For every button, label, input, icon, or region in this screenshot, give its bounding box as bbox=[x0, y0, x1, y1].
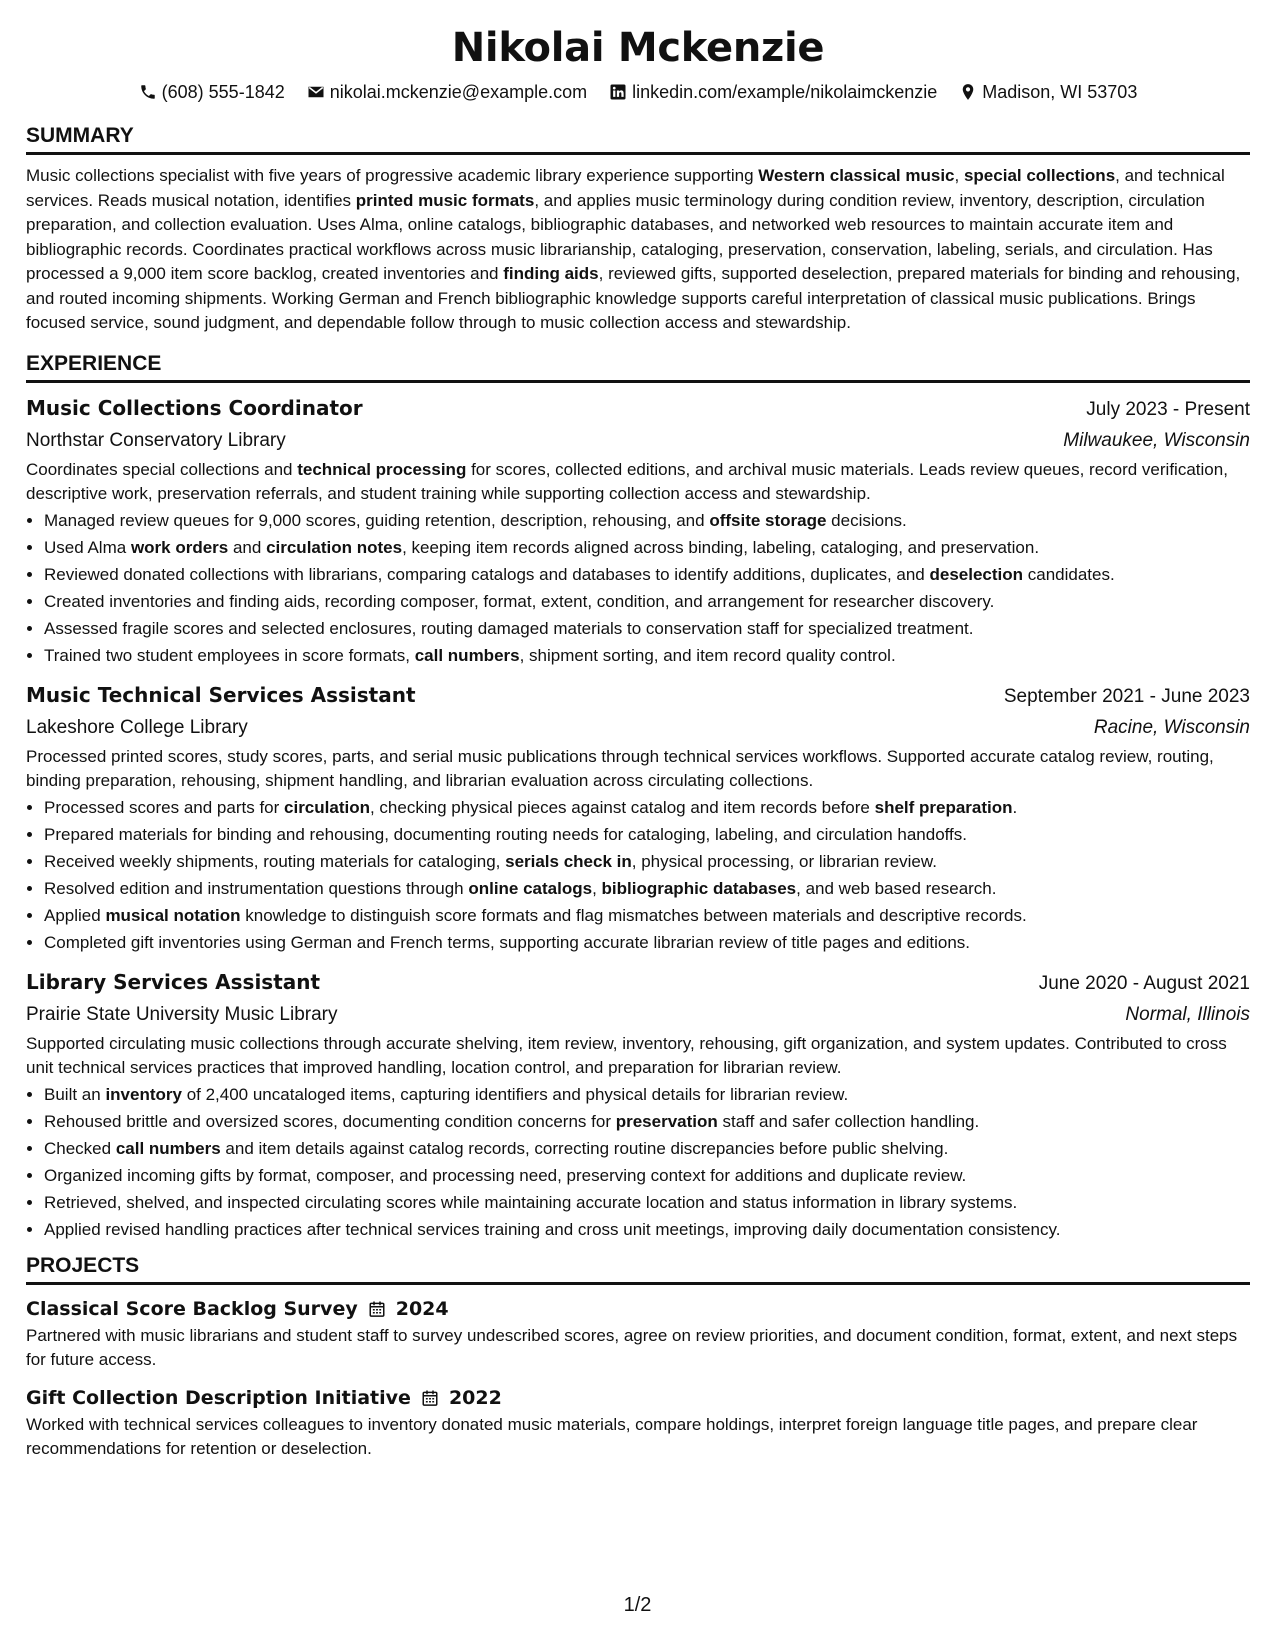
contact-phone[interactable] bbox=[139, 80, 285, 104]
job-organization: Lakeshore College Library bbox=[26, 716, 248, 738]
linkedin-icon bbox=[609, 83, 627, 101]
contact-email[interactable] bbox=[307, 80, 587, 104]
job-bullet: • Organized incoming gifts by format, composer, and processing need, preserving context for additions and duplicate review. bbox=[44, 1162, 1250, 1189]
job-title: Music Collections Coordinator bbox=[26, 395, 363, 420]
contact-location bbox=[959, 80, 1137, 104]
project-year: 2024 bbox=[395, 1297, 449, 1320]
job-bullet: • Prepared materials for binding and rehousing, documenting routing needs for cataloging, labeling, and circulation handoffs. bbox=[44, 821, 1250, 848]
job-bullet: • Retrieved, shelved, and inspected circulating scores while maintaining accurate location and status information in library systems. bbox=[44, 1189, 1250, 1216]
job-bullet: • Processed scores and parts for circulation, checking physical pieces against catalog and item records before shelf preparation. bbox=[44, 794, 1250, 821]
job-entry bbox=[26, 392, 1250, 669]
job-bullet: • Applied musical notation knowledge to distinguish score formats and flag mismatches between materials and descriptive records. bbox=[44, 902, 1250, 929]
project-description: Partnered with music librarians and student staff to survey undescribed scores, agree on review priorities, and document condition, format, extent, and next steps for future access. bbox=[26, 1325, 1238, 1369]
job-bullet: • Managed review queues for 9,000 scores, guiding retention, description, rehousing, and offsite storage decisions. bbox=[44, 507, 1250, 534]
job-bullets bbox=[26, 1081, 1250, 1243]
job-bullet: • Checked call numbers and item details against catalog records, correcting routine discrepancies before public shelving. bbox=[44, 1135, 1250, 1162]
experience-section bbox=[26, 351, 1250, 1243]
project-title: Classical Score Backlog Survey bbox=[26, 1297, 358, 1320]
job-bullet: • Used Alma work orders and circulation notes, keeping item records aligned across binding, labeling, cataloging, and preservation. bbox=[44, 534, 1250, 561]
summary-section bbox=[26, 123, 1250, 336]
job-bullet: • Rehoused brittle and oversized scores, documenting condition concerns for preservation staff and safer collection handling. bbox=[44, 1108, 1250, 1135]
calendar-icon bbox=[421, 1389, 439, 1407]
job-organization: Prairie State University Music Library bbox=[26, 1003, 338, 1025]
job-dates: September 2021 - June 2023 bbox=[1003, 685, 1250, 707]
job-bullet: • Built an inventory of 2,400 uncataloged items, capturing identifiers and physical details for librarian review. bbox=[44, 1081, 1250, 1108]
contact-phone-text: (608) 555-1842 bbox=[161, 82, 285, 102]
project-title: Gift Collection Description Initiative bbox=[26, 1386, 411, 1409]
page-number: 1/2 bbox=[623, 1594, 652, 1616]
job-entry bbox=[26, 679, 1250, 956]
projects-section bbox=[26, 1253, 1250, 1462]
project-description: Worked with technical services colleagues to inventory donated music materials, compare holdings, interpret foreign language title pages, and prepare clear recommendations for retention or deselection. bbox=[26, 1414, 1198, 1458]
job-organization: Northstar Conservatory Library bbox=[26, 429, 286, 451]
contact-location-text: Madison, WI 53703 bbox=[982, 82, 1138, 102]
contact-linkedin[interactable] bbox=[609, 80, 937, 104]
job-bullet: • Applied revised handling practices after technical services training and cross unit meetings, improving daily documentation consistency. bbox=[44, 1216, 1250, 1243]
projects-heading: PROJECTS bbox=[26, 1253, 1250, 1285]
job-location: Racine, Wisconsin bbox=[1093, 716, 1250, 738]
job-dates: July 2023 - Present bbox=[1086, 398, 1250, 420]
job-bullet: • Resolved edition and instrumentation questions through online catalogs, bibliographic databases, and web based research. bbox=[44, 875, 1250, 902]
job-summary: Processed printed scores, study scores, parts, and serial music publications through technical services workflows. Supported accurate catalog review, routing, binding preparation, rehousing, shipment handling, and librarian evaluation across circulating collections. bbox=[26, 746, 1214, 790]
job-bullet: • Received weekly shipments, routing materials for cataloging, serials check in, physical processing, or librarian review. bbox=[44, 848, 1250, 875]
job-title: Music Technical Services Assistant bbox=[26, 682, 416, 707]
job-bullets bbox=[26, 507, 1250, 669]
job-bullet: • Trained two student employees in score formats, call numbers, shipment sorting, and item record quality control. bbox=[44, 642, 1250, 669]
contact-email-text: nikolai.mckenzie@example.com bbox=[329, 82, 588, 102]
resume-page bbox=[26, 18, 1250, 1472]
location-pin-icon bbox=[959, 83, 977, 101]
job-dates: June 2020 - August 2021 bbox=[1038, 972, 1250, 994]
contact-bar bbox=[26, 80, 1250, 104]
project-entry bbox=[26, 1383, 1250, 1462]
job-location: Milwaukee, Wisconsin bbox=[1063, 429, 1250, 451]
job-title: Library Services Assistant bbox=[26, 969, 321, 994]
candidate-name: Nikolai Mckenzie bbox=[451, 25, 825, 71]
job-bullets bbox=[26, 794, 1250, 956]
experience-heading: EXPERIENCE bbox=[26, 351, 1250, 383]
project-year: 2022 bbox=[448, 1386, 502, 1409]
job-bullet: • Completed gift inventories using German and French terms, supporting accurate librarian review of title pages and editions. bbox=[44, 929, 1250, 956]
summary-heading: SUMMARY bbox=[26, 123, 1250, 155]
job-entry bbox=[26, 966, 1250, 1243]
job-summary: Supported circulating music collections through accurate shelving, item review, inventory, rehousing, gift organization, and system updates. Contributed to cross unit technical services practices that improved handling, location control, and preparation for librarian review. bbox=[26, 1033, 1227, 1077]
calendar-icon bbox=[368, 1300, 386, 1318]
job-location: Normal, Illinois bbox=[1125, 1003, 1250, 1025]
email-icon bbox=[307, 83, 325, 101]
job-summary: Coordinates special collections and technical processing for scores, collected editions, and archival music materials. Leads review queues, record verification, descriptive work, preservation referrals, and student training while supporting collection access and stewardship. bbox=[26, 459, 1228, 503]
summary-text: Music collections specialist with five years of progressive academic library experience supporting Western classical music, special collections, and technical services. Reads musical notation, identifies printed music formats, and applies music terminology during condition review, inventory, description, circulation preparation, and collection evaluation. Uses Alma, online catalogs, bibliographic databases, and networked web resources to maintain accurate item and bibliographic records. Coordinates practical workflows across music librarianship, cataloging, preservation, conservation, labeling, serials, and circulation. Has processed a 9,000 item score backlog, created inventories and finding aids, reviewed gifts, supported deselection, prepared materials for binding and rehousing, and routed incoming shipments. Working German and French bibliographic knowledge supports careful interpretation of classical music publications. Brings focused service, sound judgment, and dependable follow through to music collection access and stewardship. bbox=[26, 166, 1241, 332]
job-bullet: • Assessed fragile scores and selected enclosures, routing damaged materials to conservation staff for specialized treatment. bbox=[44, 615, 1250, 642]
contact-linkedin-text: linkedin.com/example/nikolaimckenzie bbox=[632, 82, 938, 102]
project-entry bbox=[26, 1294, 1250, 1373]
phone-icon bbox=[139, 83, 157, 101]
job-bullet: • Created inventories and finding aids, recording composer, format, extent, condition, and arrangement for researcher discovery. bbox=[44, 588, 1250, 615]
job-bullet: • Reviewed donated collections with librarians, comparing catalogs and databases to identify additions, duplicates, and deselection candidates. bbox=[44, 561, 1250, 588]
